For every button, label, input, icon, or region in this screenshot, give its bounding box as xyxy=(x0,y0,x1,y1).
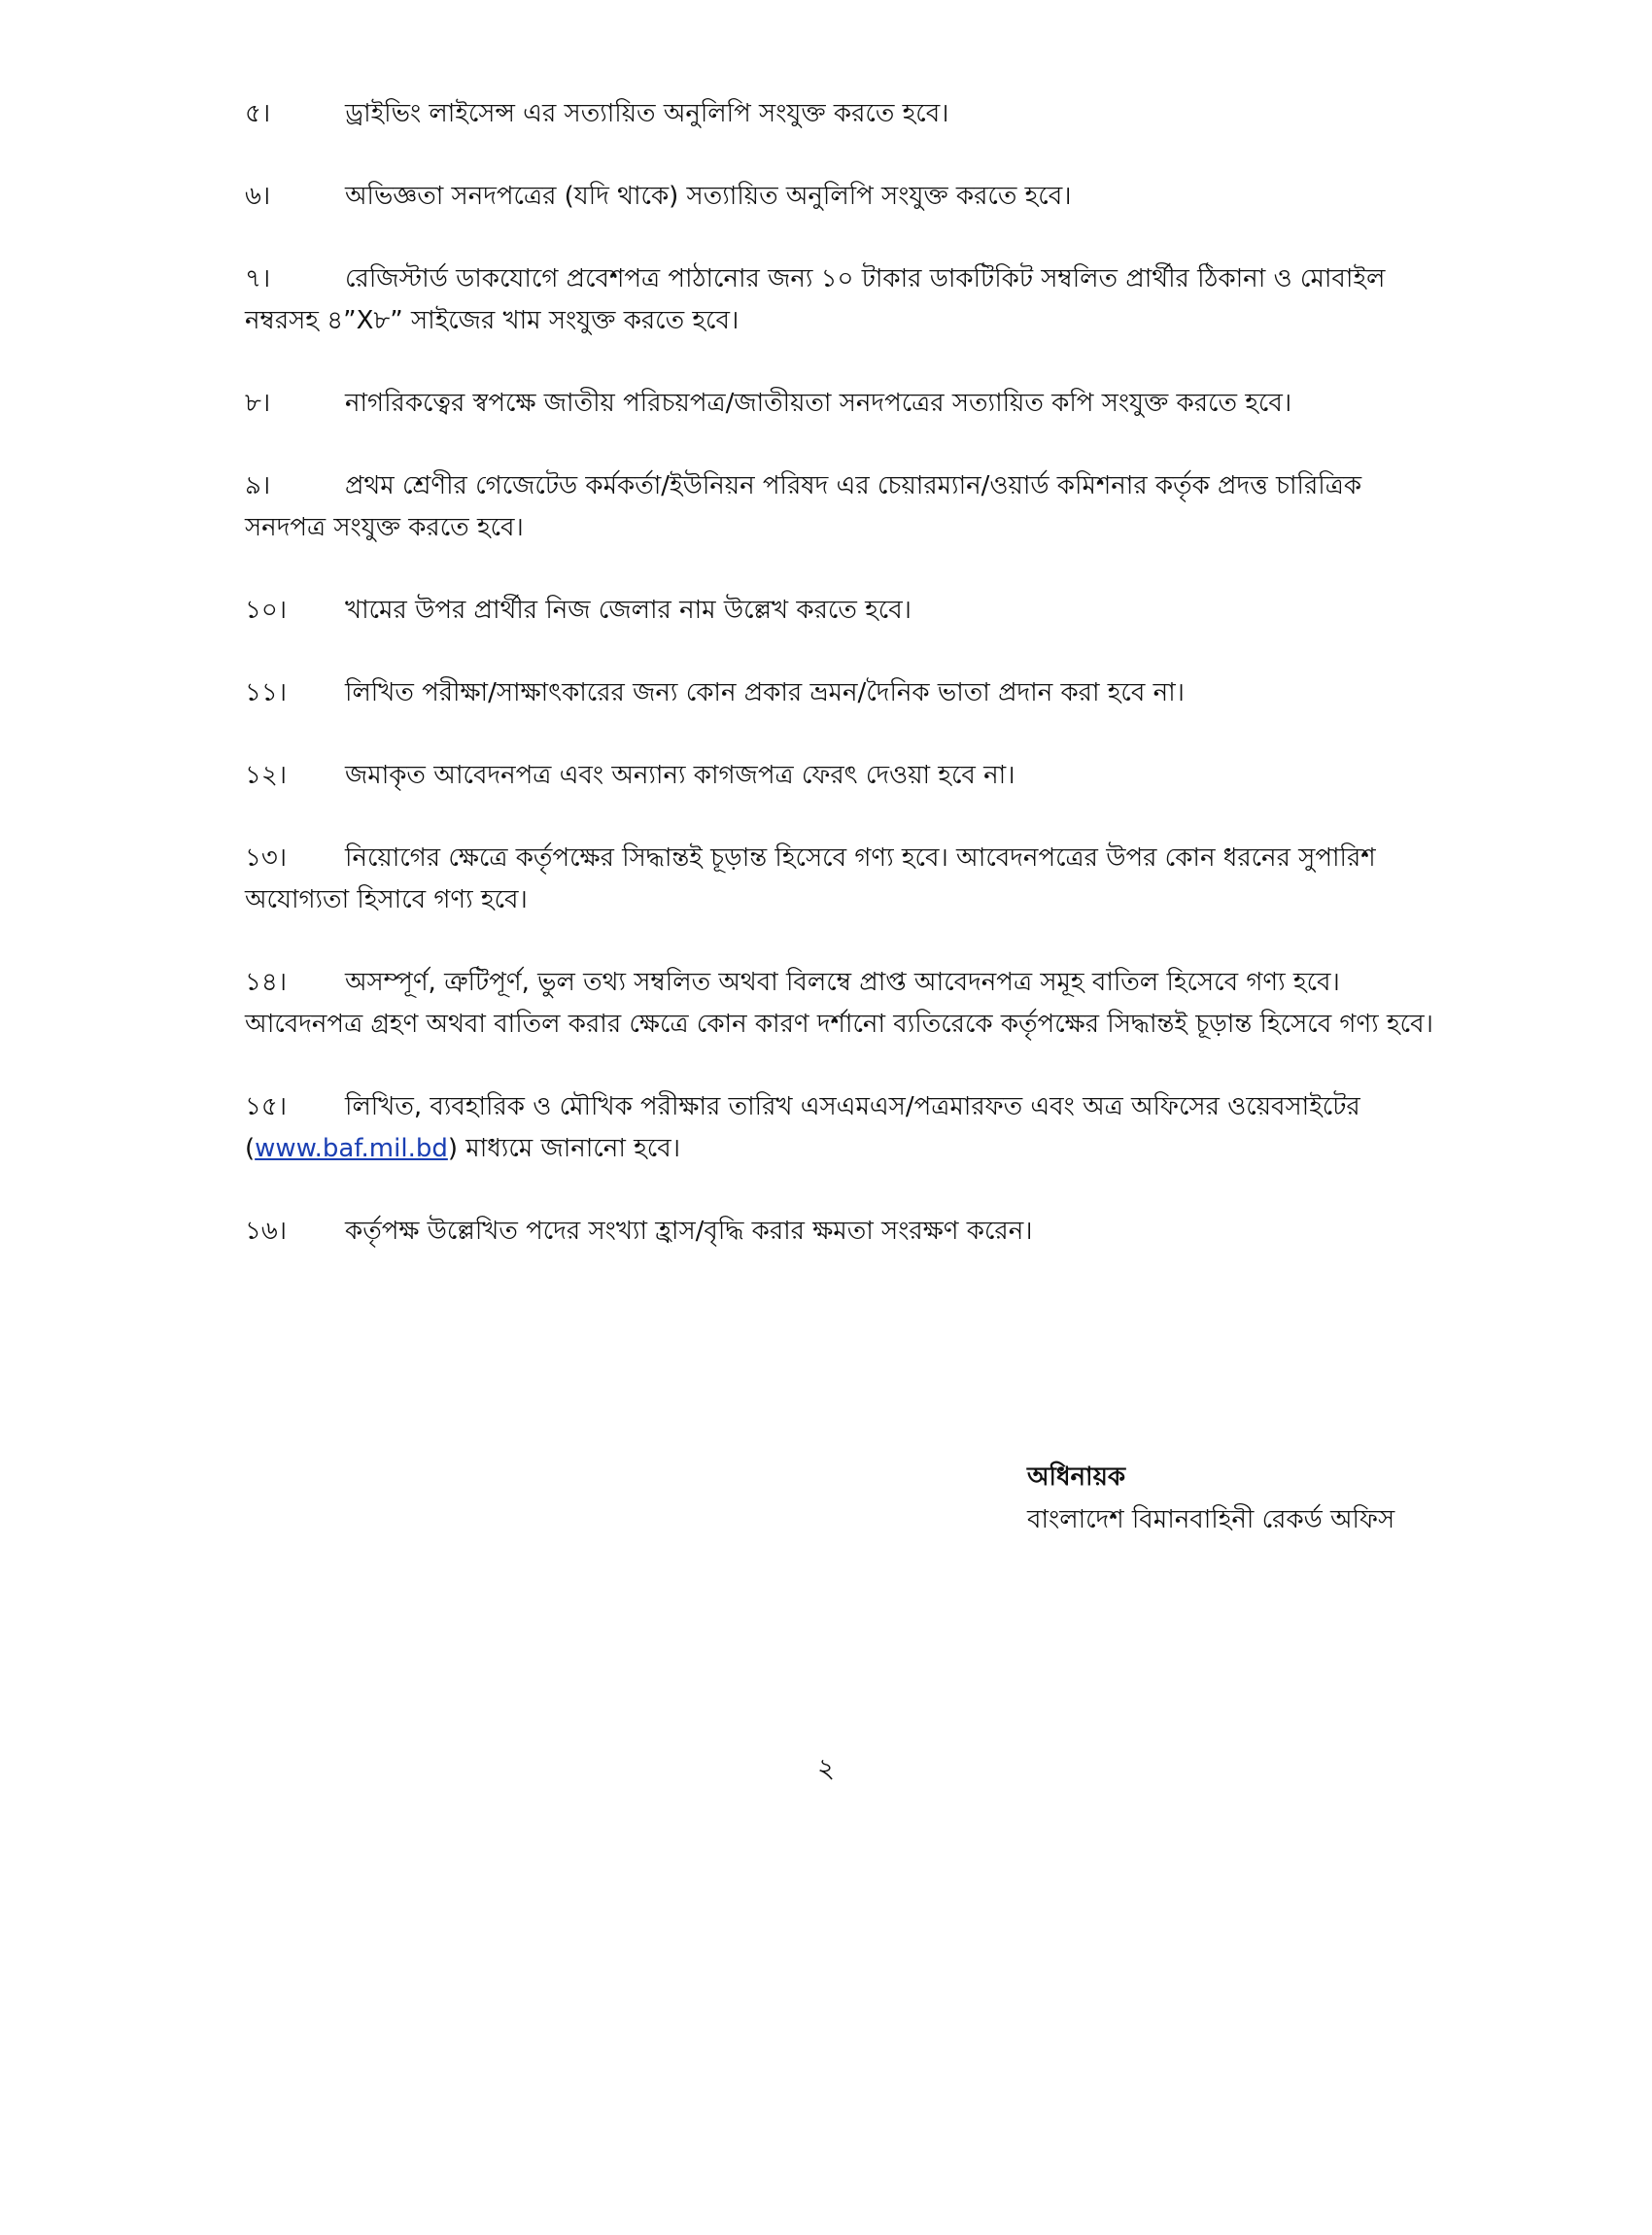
item-number: ৭। xyxy=(245,264,271,293)
item-text-line: জমাকৃত আবেদনপত্র এবং অন্যান্য কাগজপত্র ফেরৎ দেওয়া হবে না। xyxy=(345,761,1015,790)
list-item xyxy=(245,258,1552,342)
item-text xyxy=(245,465,1552,549)
item-text xyxy=(245,258,1552,342)
paren-open: ( xyxy=(245,1134,256,1163)
item-text xyxy=(345,93,1552,135)
item-text-line: খামের উপর প্রার্থীর নিজ জেলার নাম উল্লেখ করতে হবে। xyxy=(345,596,912,625)
item-text-line: লিখিত, ব্যবহারিক ও মৌখিক পরীক্ষার তারিখ এসএমএস/পত্রমারফত এবং অত্র অফিসের ওয়েবসাইটের xyxy=(345,1092,1360,1121)
list-item xyxy=(245,93,1552,135)
item-text-line: রেজিস্টার্ড ডাকযোগে প্রবেশপত্র পাঠানোর জন্য ১০ টাকার ডাকটিকিট সম্বলিত প্রার্থীর ঠিকানা ও মোবাইল xyxy=(345,264,1386,293)
signature-title: অধিনায়ক xyxy=(1027,1462,1126,1492)
list-item xyxy=(245,176,1552,218)
item-number: ৫। xyxy=(245,99,271,128)
item-text-line: কর্তৃপক্ষ উল্লেখিত পদের সংখ্যা হ্রাস/বৃদ্ধি করার ক্ষমতা সংরক্ষণ করেন। xyxy=(345,1217,1033,1246)
item-number: ১৫। xyxy=(245,1092,288,1121)
item-text xyxy=(345,1211,1552,1253)
item-text-continuation: আবেদনপত্র গ্রহণ অথবা বাতিল করার ক্ষেত্রে কোন কারণ দর্শানো ব্যতিরেকে কর্তৃপক্ষের সিদ্ধান্তই চূড়ান্ত হিসেবে গণ্য হবে। xyxy=(245,1010,1433,1039)
item-text xyxy=(345,672,1552,714)
website-link[interactable]: www.baf.mil.bd xyxy=(255,1134,448,1163)
list-item xyxy=(245,672,1552,714)
signature-block xyxy=(1027,1456,1394,1541)
item-number: ৯। xyxy=(245,471,271,500)
list-item xyxy=(245,755,1552,797)
item-number: ১২। xyxy=(245,761,288,790)
item-text xyxy=(345,176,1552,218)
item-text-line: নিয়োগের ক্ষেত্রে কর্তৃপক্ষের সিদ্ধান্তই চূড়ান্ত হিসেবে গণ্য হবে। আবেদনপত্রের উপর কোন ধরনের সুপারিশ xyxy=(345,843,1376,873)
item-text-line: ড্রাইভিং লাইসেন্স এর সত্যায়িত অনুলিপি সংযুক্ত করতে হবে। xyxy=(345,99,949,128)
list-item xyxy=(245,962,1552,1046)
item-text-continuation: সনদপত্র সংযুক্ত করতে হবে। xyxy=(245,513,524,542)
item-text-continuation: অযোগ্যতা হিসাবে গণ্য হবে। xyxy=(245,885,528,914)
signature-office: বাংলাদেশ বিমানবাহিনী রেকর্ড অফিস xyxy=(1027,1505,1395,1534)
item-number: ১৪। xyxy=(245,968,288,997)
list-item xyxy=(245,590,1552,632)
item-number: ১১। xyxy=(245,678,288,707)
item-text xyxy=(345,590,1552,632)
list-item xyxy=(245,1211,1552,1253)
item-text-line: অসম্পূর্ণ, ত্রুটিপূর্ণ, ভুল তথ্য সম্বলিত অথবা বিলম্বে প্রাপ্ত আবেদনপত্র সমূহ বাতিল হিসেবে গণ্য হবে। xyxy=(345,968,1340,997)
instruction-list xyxy=(245,93,1552,1293)
item-text-line: অভিজ্ঞতা সনদপত্রের (যদি থাকে) সত্যায়িত অনুলিপি সংযুক্ত করতে হবে। xyxy=(345,182,1072,211)
item-text-continuation: নম্বরসহ ৪”X৮” সাইজের খাম সংযুক্ত করতে হবে। xyxy=(245,306,740,335)
item-number: ১০। xyxy=(245,596,288,625)
list-item xyxy=(245,1086,1552,1170)
item-text-line: নাগরিকত্বের স্বপক্ষে জাতীয় পরিচয়পত্র/জাতীয়তা সনদপত্রের সত্যায়িত কপি সংযুক্ত করতে হবে। xyxy=(345,389,1292,418)
item-number: ১৩। xyxy=(245,843,288,873)
item-text xyxy=(345,383,1552,425)
item-text-line: লিখিত পরীক্ষা/সাক্ষাৎকারের জন্য কোন প্রকার ভ্রমন/দৈনিক ভাতা প্রদান করা হবে না। xyxy=(345,678,1185,707)
list-item xyxy=(245,383,1552,425)
item-text-continuation xyxy=(245,1128,1552,1170)
item-number: ১৬। xyxy=(245,1217,288,1246)
continuation-text: ) মাধ্যমে জানানো হবে। xyxy=(447,1134,680,1163)
item-number: ৮। xyxy=(245,389,271,418)
list-item xyxy=(245,465,1552,549)
item-number: ৬। xyxy=(245,182,271,211)
item-text xyxy=(345,755,1552,797)
list-item xyxy=(245,838,1552,921)
item-text-line: প্রথম শ্রেণীর গেজেটেড কর্মকর্তা/ইউনিয়ন পরিষদ এর চেয়ারম্যান/ওয়ার্ড কমিশনার কর্তৃক প্রদত্ত চারিত্রিক xyxy=(345,471,1362,500)
page-number: ২ xyxy=(816,1752,836,1784)
